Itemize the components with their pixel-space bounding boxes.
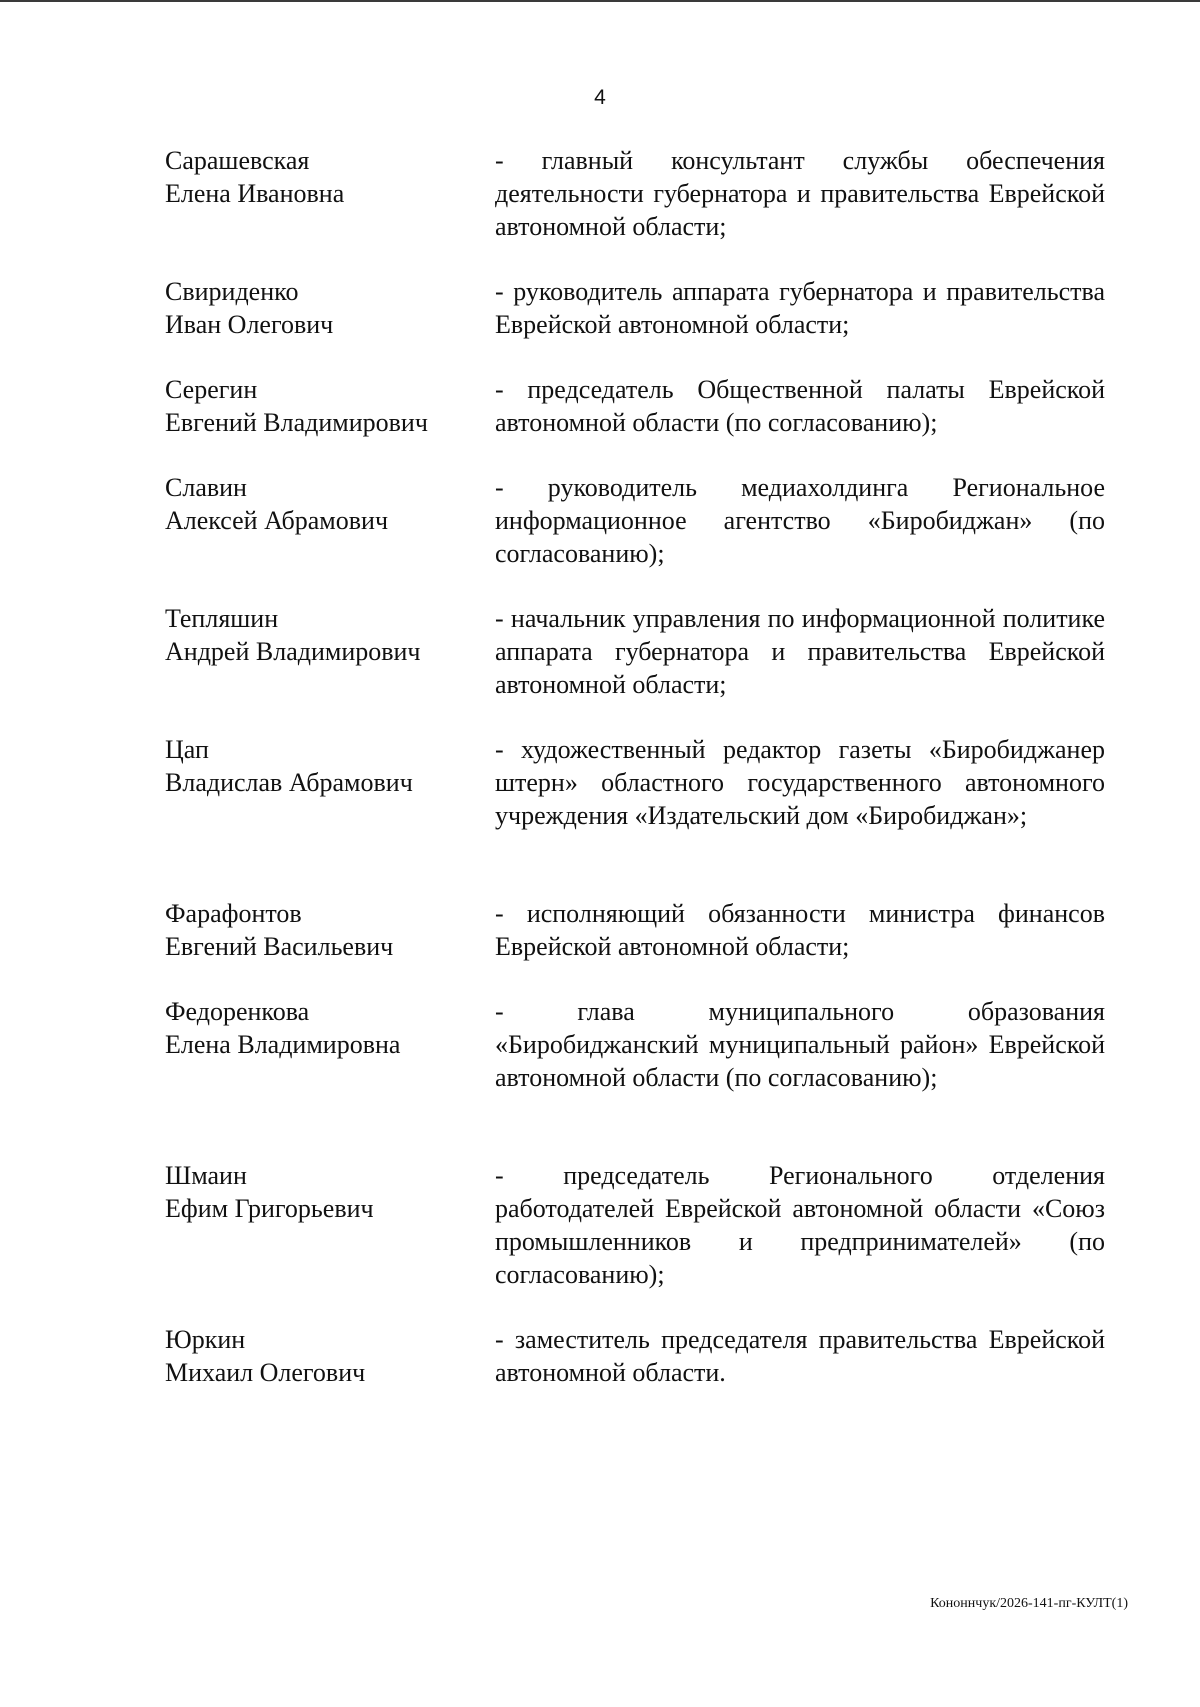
document-reference-code: Кононнчук/2026-141-пг-КУЛТ(1) xyxy=(930,1596,1128,1611)
member-surname: Серегин xyxy=(165,375,258,404)
member-name-patronymic: Алексей Абрамович xyxy=(165,506,389,535)
member-name xyxy=(165,1323,465,1389)
member-position: - начальник управления по информационной политике аппарата губернатора и правительства Еврейской автономной области; xyxy=(495,604,1105,699)
member-position: - председатель Регионального отделения работодателей Еврейской автономной области «Союз промышленников и предпринимателей» (по согласованию); xyxy=(495,1161,1105,1289)
member-name-patronymic: Владислав Абрамович xyxy=(165,768,413,797)
member-name-patronymic: Евгений Васильевич xyxy=(165,932,394,961)
member-name-patronymic: Елена Ивановна xyxy=(165,179,345,208)
member-name xyxy=(165,602,465,668)
member-position: - заместитель председателя правительства Еврейской автономной области. xyxy=(495,1325,1105,1387)
member-position: - руководитель медиахолдинга Региональное информационное агентство «Биробиджан» (по согласованию); xyxy=(495,473,1105,568)
member-surname: Сарашевская xyxy=(165,146,310,175)
member-name-patronymic: Иван Олегович xyxy=(165,310,334,339)
member-name xyxy=(165,995,465,1061)
member-name xyxy=(165,373,465,439)
member-surname: Свириденко xyxy=(165,277,299,306)
member-surname: Фарафонтов xyxy=(165,899,302,928)
member-name-patronymic: Елена Владимировна xyxy=(165,1030,401,1059)
member-name xyxy=(165,1159,465,1225)
member-position: - глава муниципального образования «Биробиджанский муниципальный район» Еврейской автономной области (по согласованию); xyxy=(495,997,1105,1092)
page-number: 4 xyxy=(594,86,606,109)
member-name xyxy=(165,471,465,537)
member-position: - художественный редактор газеты «Биробиджанер штерн» областного государственного автономного учреждения «Издательский дом «Биробиджан»; xyxy=(495,735,1105,830)
member-surname: Цап xyxy=(165,735,209,764)
member-name-patronymic: Михаил Олегович xyxy=(165,1358,366,1387)
member-position: - исполняющий обязанности министра финансов Еврейской автономной области; xyxy=(495,899,1105,961)
member-surname: Тепляшин xyxy=(165,604,279,633)
member-position: - председатель Общественной палаты Еврейской автономной области (по согласованию); xyxy=(495,375,1105,437)
member-position: - главный консультант службы обеспечения деятельности губернатора и правительства Еврейской автономной области; xyxy=(495,146,1105,241)
member-name-patronymic: Евгений Владимирович xyxy=(165,408,428,437)
member-name-patronymic: Ефим Григорьевич xyxy=(165,1194,374,1223)
member-name-patronymic: Андрей Владимирович xyxy=(165,637,421,666)
member-name xyxy=(165,275,465,341)
member-name xyxy=(165,144,465,210)
member-surname: Федоренкова xyxy=(165,997,310,1026)
member-name xyxy=(165,733,465,799)
member-name xyxy=(165,897,465,963)
member-surname: Славин xyxy=(165,473,247,502)
member-surname: Юркин xyxy=(165,1325,246,1354)
member-position: - руководитель аппарата губернатора и правительства Еврейской автономной области; xyxy=(495,277,1105,339)
member-surname: Шмаин xyxy=(165,1161,247,1190)
